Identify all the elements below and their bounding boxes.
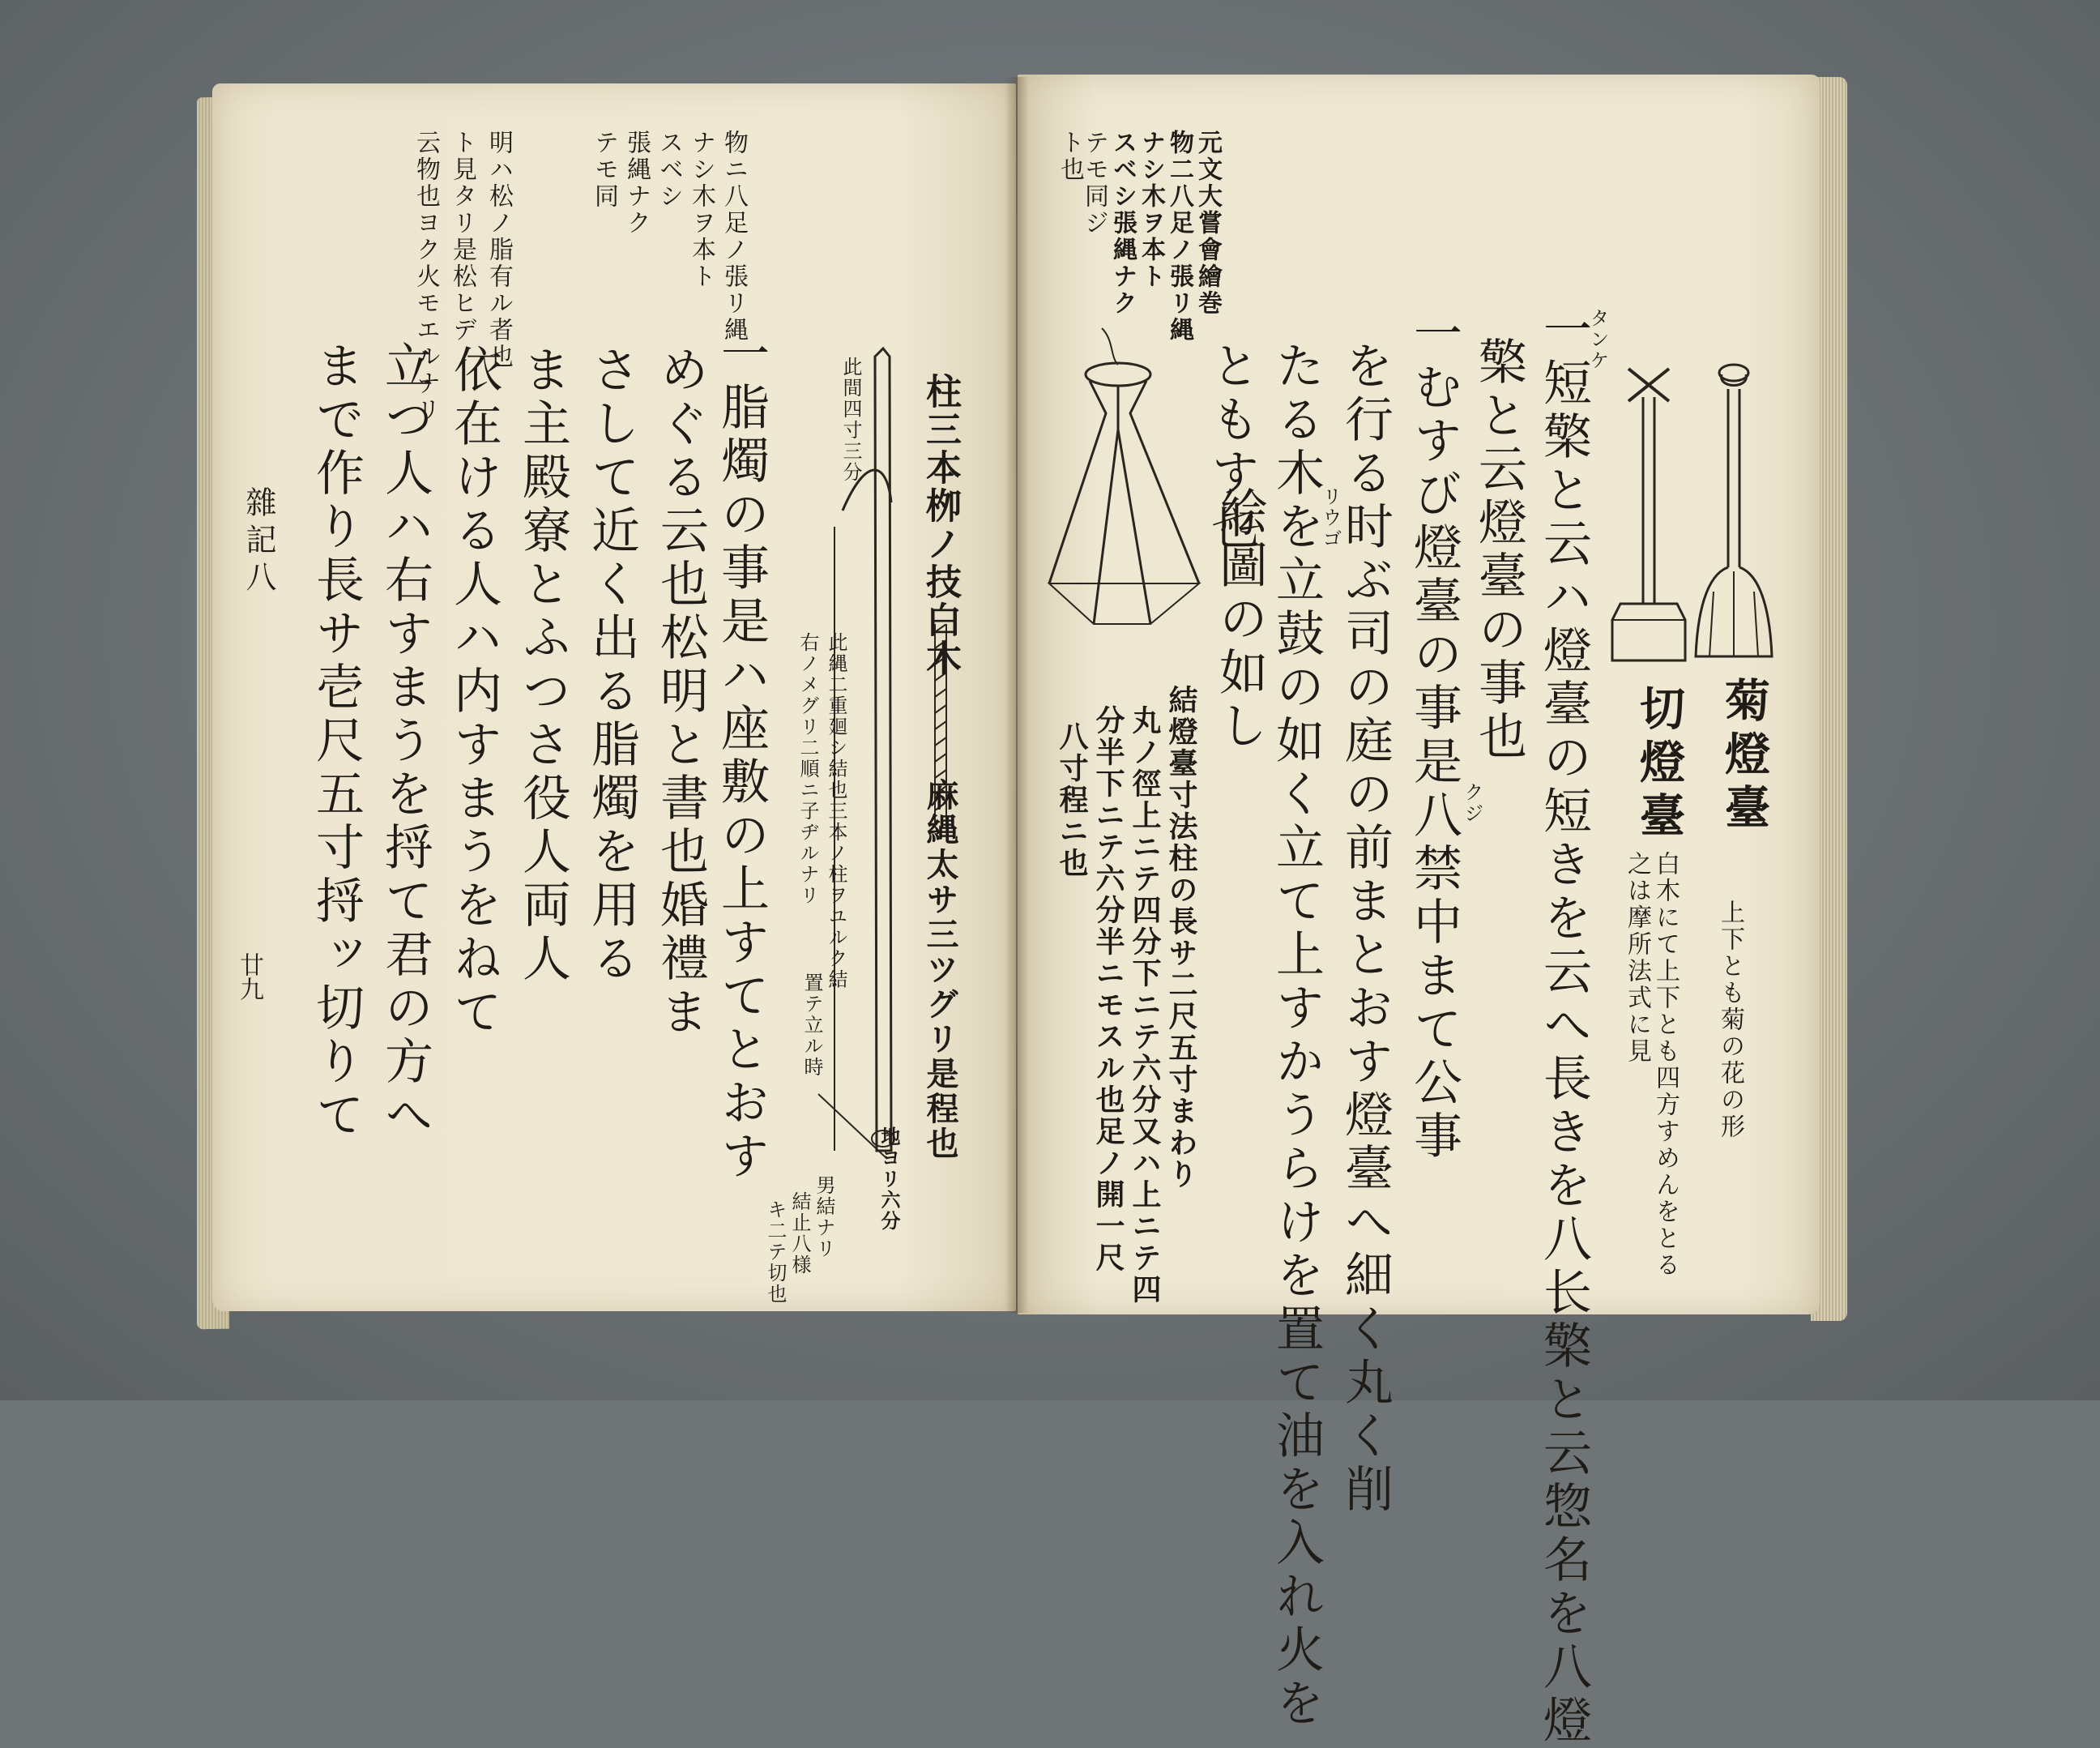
right-top-note: テモ同ジ xyxy=(1080,130,1108,237)
left-top-note: 物ニ八足ノ張リ縄 xyxy=(719,130,748,344)
knot-note: 男結ナリ xyxy=(813,1175,835,1259)
text-column: 一短檠と云ハ燈臺の短きを云へ長きを八长檠と云惣名を八燈 xyxy=(1535,304,1592,1748)
right-top-note: スベシ張縄ナク xyxy=(1108,130,1137,317)
height-label: 地ヨリ六分 xyxy=(877,1126,901,1232)
dimension-note: 八寸程ニ也 xyxy=(1055,721,1089,879)
chrysanthemum-title: 菊燈臺 xyxy=(1718,677,1771,837)
pillar-gap-label: 此間四寸三分 xyxy=(839,357,862,483)
page-number: 廿九 xyxy=(235,952,263,1001)
left-top-note: テモ同 xyxy=(590,130,618,210)
text-column: まで作り長サ壱尺五寸捋ッ切りて xyxy=(308,340,365,1143)
pillar-title: 柱三本栁ノ技白木 xyxy=(920,373,961,677)
text-column: ともす也 xyxy=(1203,340,1260,554)
text-column: たる木を立鼓の如く立て上すかうらけを置て油を入れ火を xyxy=(1268,340,1325,1731)
text-column: めぐる云也松明と書也婚禮ま xyxy=(652,344,709,1040)
left-top-note: 云物也ヨク火モエルナリ xyxy=(412,130,440,424)
tripod-lamp-figure xyxy=(1045,324,1207,632)
section-title: 雜記八 xyxy=(241,486,276,598)
left-top-note: 明ハ松ノ脂有ル者也 xyxy=(484,130,513,370)
chrysanthemum-lamp xyxy=(1689,357,1778,665)
left-top-note: 張縄ナク xyxy=(622,130,651,237)
rubi: クジ xyxy=(1461,782,1483,824)
rope-note: 右ノメグリ二順ニ子ヂルナリ xyxy=(796,632,819,906)
kiri-note: 之は摩所法式に見 xyxy=(1623,851,1651,1065)
text-column: 檠と云燈臺の事也 xyxy=(1470,336,1527,764)
chrysanthemum-note: 上下とも菊の花の形 xyxy=(1716,900,1744,1140)
text-column: 一脂燭の事是ハ座敷の上すてとおす xyxy=(713,328,770,1184)
right-top-note: 元文大嘗會繪巻 xyxy=(1193,130,1222,317)
text-column: 立つ人ハ右すまうを捋て君の方へ xyxy=(377,340,433,1143)
rubi: リウゴ xyxy=(1319,486,1342,549)
knot-note: キ二テ切也 xyxy=(764,1199,787,1305)
dimension-note: 分半下ニテ六分半ニモスル也足ノ開一尺 xyxy=(1091,705,1125,1274)
left-top-note: ト見タリ是松ヒデ xyxy=(448,130,476,344)
kiri-title: 切燈臺 xyxy=(1633,685,1686,845)
rubi: タンケ xyxy=(1586,308,1609,371)
knot-note: 結止八様 xyxy=(788,1191,811,1276)
rope-title: 麻縄太サ三ツグリ是程也 xyxy=(921,778,959,1161)
left-top-note: スベシ xyxy=(655,130,683,210)
rope-note: 置テ立ル時 xyxy=(800,972,823,1078)
book-gutter xyxy=(1005,77,1029,1313)
kiri-lamp xyxy=(1604,361,1693,677)
text-column: ま主殿寮とふつさ役人両人 xyxy=(514,344,571,986)
text-column: 依在ける人ハ内すまうをねて xyxy=(446,344,502,1040)
dimension-note: 丸ノ徑上ニテ四分下ニテ六分又ハ上ニテ四 xyxy=(1128,705,1162,1306)
rope-note: 此縄二重廻シ結也三本ノ柱ヲユルク結 xyxy=(825,632,847,990)
dimension-note: 結燈臺寸法柱の長サ二尺五寸まわり xyxy=(1164,685,1198,1190)
right-top-note: 物二八足ノ張リ縄 xyxy=(1165,130,1193,344)
text-column: を行る时ぶ司の庭の前まとおす燈臺へ細く丸く削 xyxy=(1337,340,1394,1517)
left-top-note: ナシ木ヲ本ト xyxy=(687,130,715,290)
text-column: 絵圖の如し xyxy=(1211,486,1268,754)
kiri-note: 白木にて上下とも四方すめんをとる xyxy=(1651,851,1680,1279)
right-top-note: ト也 xyxy=(1056,130,1084,183)
right-top-note: ナシ木ヲ本ト xyxy=(1137,130,1165,290)
text-column: 一むすび燈臺の事是八禁中まて公事 xyxy=(1406,308,1462,1164)
text-column: さして近く出る脂燭を用る xyxy=(583,344,640,986)
